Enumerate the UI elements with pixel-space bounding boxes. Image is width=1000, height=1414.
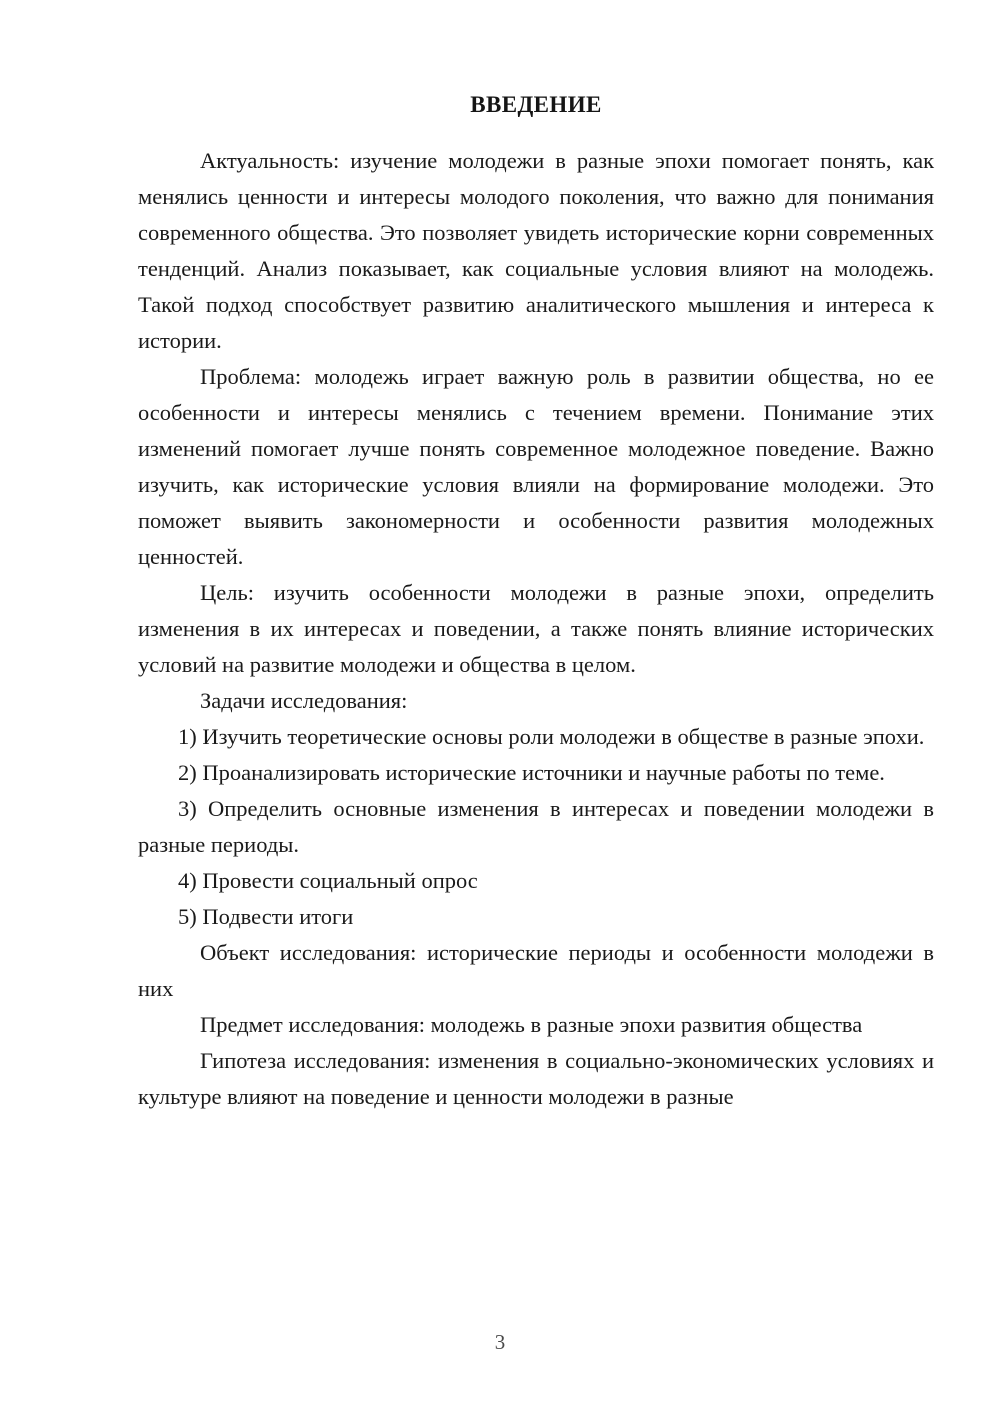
task-item-1: 1) Изучить теоретические основы роли молодежи в обществе в разные эпохи. xyxy=(178,724,925,750)
paragraph-object: Объект исследования: исторические периоды и особенности молодежи в них xyxy=(138,940,934,1002)
task-item-5: 5) Подвести итоги xyxy=(178,904,354,930)
paragraph-subject: Предмет исследования: молодежь в разные эпохи развития общества xyxy=(200,1012,863,1038)
task-item-4: 4) Провести социальный опрос xyxy=(178,868,478,894)
page-number: 3 xyxy=(494,1330,506,1354)
paragraph-hypothesis: Гипотеза исследования: изменения в социально-экономических условиях и культуре влияют на поведение и ценности молодежи в разные xyxy=(138,1048,934,1110)
paragraph-goal: Цель: изучить особенности молодежи в разные эпохи, определить изменения в их интересах и поведении, а также понять влияние исторических условий на развитие молодежи и общества в целом. xyxy=(138,580,934,678)
paragraph-relevance: Актуальность: изучение молодежи в разные эпохи помогает понять, как менялись ценности и интересы молодого поколения, что важно для понимания современного общества. Это позволяет увидеть исторические корни современных тенденций. Анализ показывает, как социальные условия влияют на молодежь. Такой подход способствует развитию аналитического мышления и интереса к истории. xyxy=(138,148,934,354)
task-item-2: 2) Проанализировать исторические источники и научные работы по теме. xyxy=(178,760,885,786)
document-body xyxy=(138,88,934,1115)
paragraph-problem: Проблема: молодежь играет важную роль в развитии общества, но ее особенности и интересы менялись с течением времени. Понимание этих изменений помогает лучше понять современное молодежное поведение. Важно изучить, как исторические условия влияли на формирование молодежи. Это поможет выявить закономерности и особенности развития молодежных ценностей. xyxy=(138,364,934,570)
tasks-heading: Задачи исследования: xyxy=(200,688,408,714)
task-item-3: 3) Определить основные изменения в интересах и поведении молодежи в разные периоды. xyxy=(138,796,934,858)
page-title: ВВЕДЕНИЕ xyxy=(470,92,602,117)
